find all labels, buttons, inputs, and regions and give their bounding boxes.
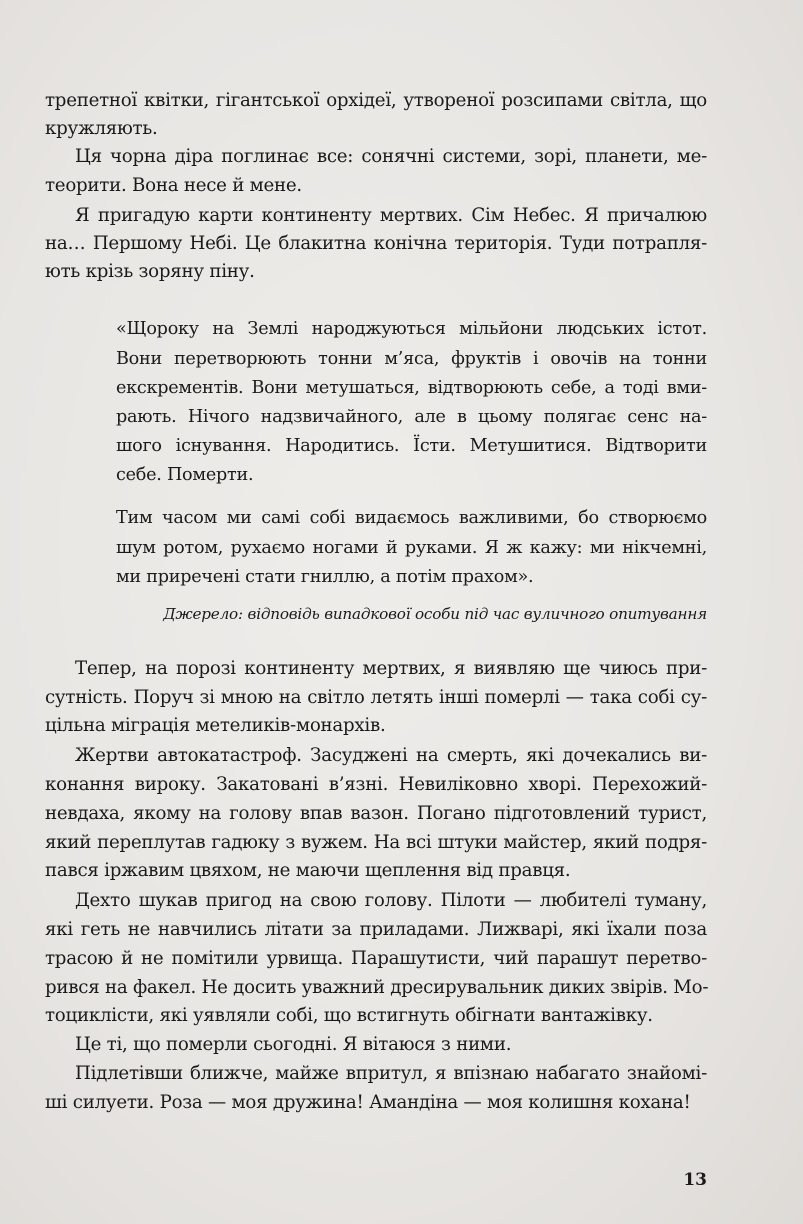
text-line: тоциклісти, які уявляли собі, що встигнуть обігнати вантажівку. [45, 1005, 653, 1026]
text-line: кружляють. [45, 118, 158, 139]
text-line: Я пригадую карти континенту мертвих. Сім Небес. Я причалюю [75, 205, 707, 226]
quote-line: Тим часом ми самі собі видаємось важливими, бо створюємо [116, 508, 707, 528]
text-line: який переплутав гадюку з вужем. На всі штуки майстер, який подря- [45, 832, 707, 853]
text-line: Підлетівши ближче, майже впритул, я впізнаю набагато знайомі- [75, 1063, 707, 1084]
quote-line: рають. Нічого надзвичайного, але в цьому полягає сенс на- [116, 407, 707, 427]
quote-line: шого існування. Народитись. Їсти. Метушитися. Відтворити [116, 436, 707, 456]
text-line: трепетної квітки, гігантської орхідеї, утвореної розсипами світла, що [45, 90, 707, 111]
text-line: Жертви автокатастроф. Засуджені на смерть, які дочекались ви- [75, 745, 707, 766]
text-line: Це ті, що померли сьогодні. Я вітаюся з ними. [75, 1034, 512, 1055]
quote-line: Вони перетворюють тонни м’яса, фруктів і овочів на тонни [116, 349, 707, 369]
text-line: які геть не навчились літати за приладами. Лижварі, які їхали поза [45, 919, 707, 940]
page-number: 13 [683, 1170, 707, 1190]
quote-line: шум ротом, рухаємо ногами й руками. Я ж кажу: ми нікчемні, [116, 538, 707, 558]
text-line: теорити. Вона несе й мене. [45, 175, 302, 196]
text-line: Тепер, на порозі континенту мертвих, я виявляю ще чиюсь при- [75, 658, 707, 679]
quote-line: себе. Померти. [116, 465, 254, 485]
text-line: на… Першому Небі. Це блакитна конічна територія. Туди потрапля- [45, 233, 707, 254]
text-line: невдаха, якому на голову впав вазон. Погано підготовлений турист, [45, 803, 707, 824]
text-line: сутність. Поруч зі мною на світло летять інші померлі — така собі су- [45, 687, 707, 708]
quote-line: екскрементів. Вони метушаться, відтворюють себе, а тоді вми- [116, 378, 707, 398]
text-line: Дехто шукав пригод на свою голову. Пілоти — любителі туману, [75, 890, 707, 911]
quote-line: ми приречені стати гниллю, а потім прахом». [116, 567, 534, 587]
quote-line: «Щороку на Землі народжуються мільйони людських істот. [116, 319, 707, 339]
text-line: Ця чорна діра поглинає все: сонячні системи, зорі, планети, ме- [75, 146, 707, 167]
text-line: цільна міграція метеликів-монархів. [45, 715, 386, 736]
text-line: трасою й не помітили урвища. Парашутисти, чий парашут перетво- [45, 948, 707, 969]
text-line: ють крізь зоряну піну. [45, 261, 255, 282]
text-line: рився на факел. Не досить уважний дресирувальник диких звірів. Мо- [45, 977, 709, 998]
text-line: пався іржавим цвяхом, не маючи щеплення від правця. [45, 860, 571, 881]
text-line: ші силуети. Роза — моя дружина! Амандіна — моя колишня кохана! [45, 1092, 691, 1113]
text-line: конання вироку. Закатовані в’язні. Невиліковно хворі. Перехожий- [45, 774, 707, 795]
quote-source: Джерело: відповідь випадкової особи під час вуличного опитування [163, 605, 707, 623]
